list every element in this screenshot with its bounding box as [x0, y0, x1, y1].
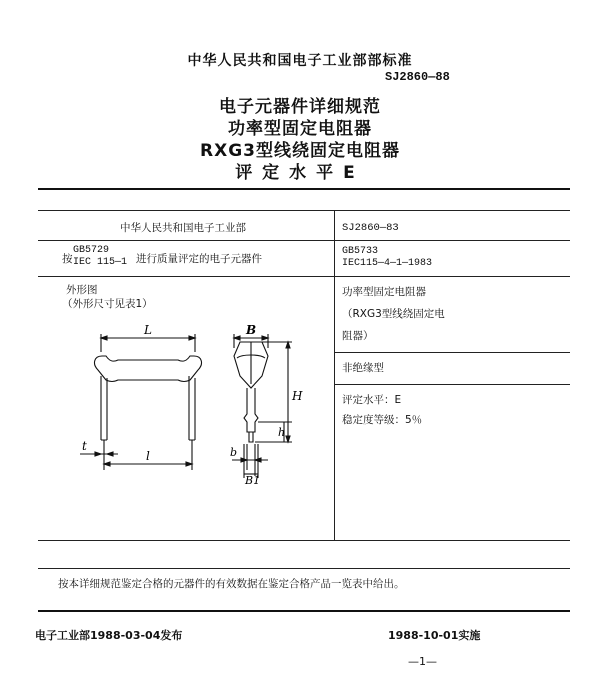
label-l: l [146, 449, 150, 463]
org-standard-heading: 中华人民共和国电子工业部部标准 [187, 53, 413, 69]
org-cell: 中华人民共和国电子工业部 [120, 222, 246, 234]
label-B: B [246, 323, 257, 337]
table-rule-5 [38, 568, 570, 569]
title-line-4: 评定水平E [235, 163, 365, 183]
basis-prefix: 按 [62, 253, 73, 265]
product-name-line-2: （RXG3型线绕固定电 [342, 308, 445, 320]
table-rule-4 [38, 540, 570, 541]
issued-date: 电子工业部1988-03-04发布 [35, 629, 183, 642]
table-rule-1 [38, 210, 570, 211]
table-bottom-rule [38, 610, 570, 612]
basis-std-1: GB5729 [73, 245, 110, 256]
outline-drawing [40, 318, 330, 536]
outline-title: 外形图 [66, 284, 98, 296]
basis-text: 进行质量评定的电子元器件 [136, 253, 262, 265]
title-line-1: 电子元器件详细规范 [219, 97, 381, 117]
basis-right-line-2: IEC115—4—1—1983 [342, 258, 433, 269]
label-H: H [292, 389, 303, 403]
product-name-line-1: 功率型固定电阻器 [342, 286, 426, 298]
table-rule-2 [38, 240, 570, 241]
table-top-rule [38, 188, 570, 190]
effective-date: 1988-10-01实施 [388, 629, 481, 642]
label-b: b [230, 446, 238, 459]
footnote: 按本详细规范鉴定合格的元器件的有效数据在鉴定合格产品一览表中给出。 [58, 578, 405, 590]
right-panel-rule-2 [334, 384, 570, 385]
assessment-level: 评定水平：E [342, 394, 402, 406]
basis-std-2: IEC 115—1 [73, 257, 128, 268]
right-panel-rule-1 [334, 352, 570, 353]
label-h: h [278, 426, 286, 439]
page-number: —1— [408, 655, 437, 668]
insulation-type: 非绝缘型 [342, 362, 384, 374]
table-vertical-divider [334, 210, 335, 540]
label-t: t [82, 439, 87, 453]
basis-right-line-1: GB5733 [342, 246, 379, 257]
product-name-line-3: 阻器） [342, 330, 374, 342]
table-rule-3 [38, 276, 570, 277]
doc-number-cell: SJ2860—83 [342, 222, 399, 234]
label-L: L [144, 323, 152, 337]
outline-note: （外形尺寸见表1） [62, 298, 153, 310]
stability-grade: 稳定度等级：5％ [342, 414, 423, 426]
title-line-3: RXG3型线绕固定电阻器 [200, 141, 400, 161]
label-B1: B1 [245, 474, 261, 487]
title-line-2: 功率型固定电阻器 [228, 119, 372, 139]
standard-code: SJ2860—88 [385, 70, 450, 84]
